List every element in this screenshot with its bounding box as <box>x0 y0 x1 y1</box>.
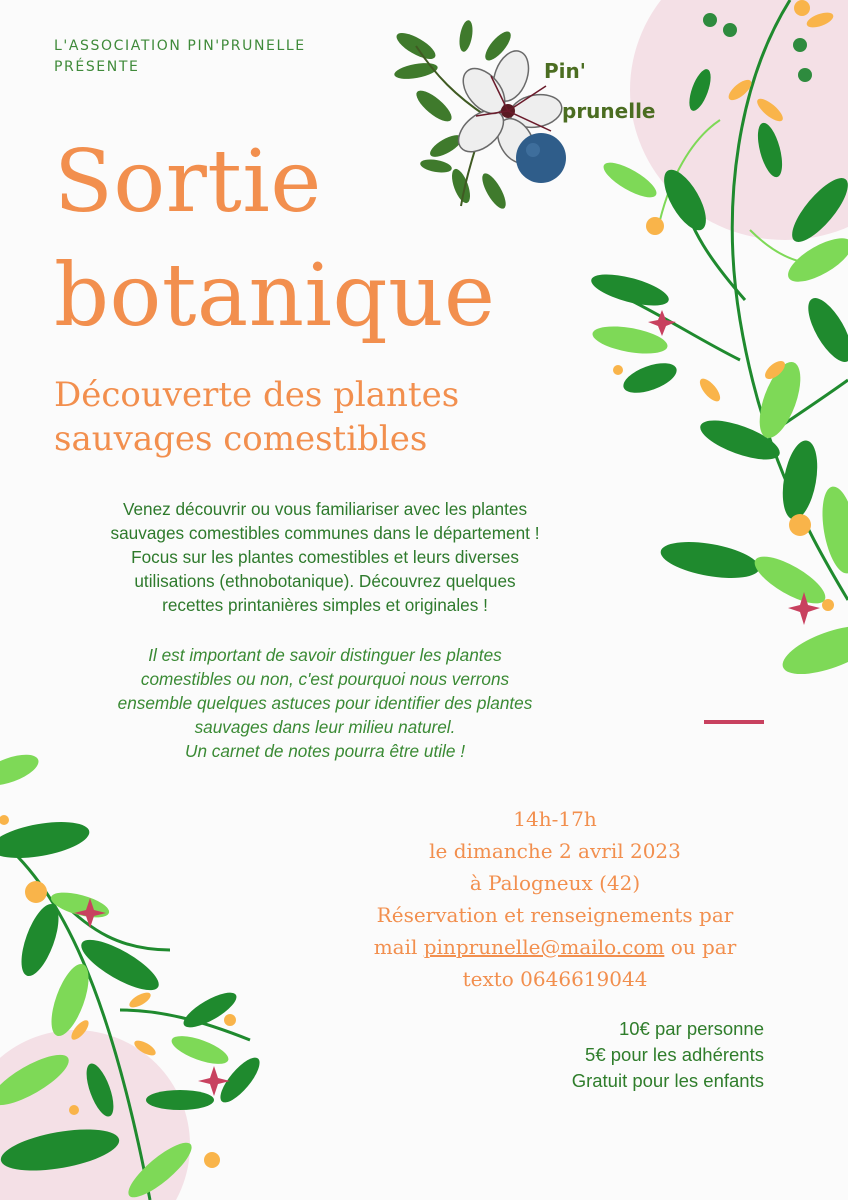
prices-block <box>480 1016 764 1094</box>
event-time: 14h-17h <box>513 807 597 831</box>
intro-line: sauvages comestibles communes dans le département ! <box>110 523 540 543</box>
leaf-group-dark-left <box>0 816 260 1179</box>
presenter-block <box>54 36 384 78</box>
note-paragraph <box>40 643 610 763</box>
title-line1: Sortie <box>54 132 322 232</box>
intro-line: recettes printanières simples et originales ! <box>162 595 488 615</box>
foliage-left-illustration <box>0 750 260 1200</box>
event-date: le dimanche 2 avril 2023 <box>429 839 681 863</box>
subtitle-line2: sauvages comestibles <box>54 419 428 459</box>
event-info <box>340 803 770 995</box>
presenter-line2: PRÉSENTE <box>54 59 140 75</box>
orange-buds-left <box>0 815 236 1168</box>
mail-prefix: mail <box>373 935 424 959</box>
logo-flower-icon <box>386 16 576 222</box>
intro-line: utilisations (ethnobotanique). Découvrez quelques <box>134 571 516 591</box>
event-booking: Réservation et renseignements par <box>376 903 734 927</box>
event-mail-line <box>340 931 770 963</box>
note-line: Il est important de savoir distinguer les plantes <box>148 645 502 665</box>
subtitle <box>54 373 459 461</box>
logo-word-prunelle: prunelle <box>562 99 656 123</box>
note-line: ensemble quelques astuces pour identifier des plantes <box>117 693 533 713</box>
mail-suffix: ou par <box>664 935 737 959</box>
intro-line: Focus sur les plantes comestibles et leurs diverses <box>131 547 519 567</box>
subtitle-line1: Découverte des plantes <box>54 375 460 415</box>
logo-word-pin: Pin' <box>544 59 586 83</box>
email-link[interactable]: pinprunelle@mailo.com <box>423 935 665 959</box>
note-line: sauvages dans leur milieu naturel. <box>194 717 456 737</box>
intro-line: Venez découvrir ou vous familiariser avec les plantes <box>122 499 528 519</box>
price-member: 5€ pour les adhérents <box>585 1044 764 1065</box>
event-sms: texto 0646619044 <box>462 967 648 991</box>
event-place: à Palogneux (42) <box>469 871 641 895</box>
logo <box>386 16 676 222</box>
accent-divider <box>704 720 764 724</box>
note-line: Un carnet de notes pourra être utile ! <box>185 741 465 761</box>
title-line2: botanique <box>54 246 496 346</box>
price-adult: 10€ par personne <box>618 1018 764 1039</box>
presenter-line1: L'ASSOCIATION PIN'PRUNELLE <box>54 38 306 54</box>
intro-paragraph <box>40 497 610 617</box>
price-child: Gratuit pour les enfants <box>571 1070 764 1091</box>
note-line: comestibles ou non, c'est pourquoi nous verrons <box>140 669 510 689</box>
